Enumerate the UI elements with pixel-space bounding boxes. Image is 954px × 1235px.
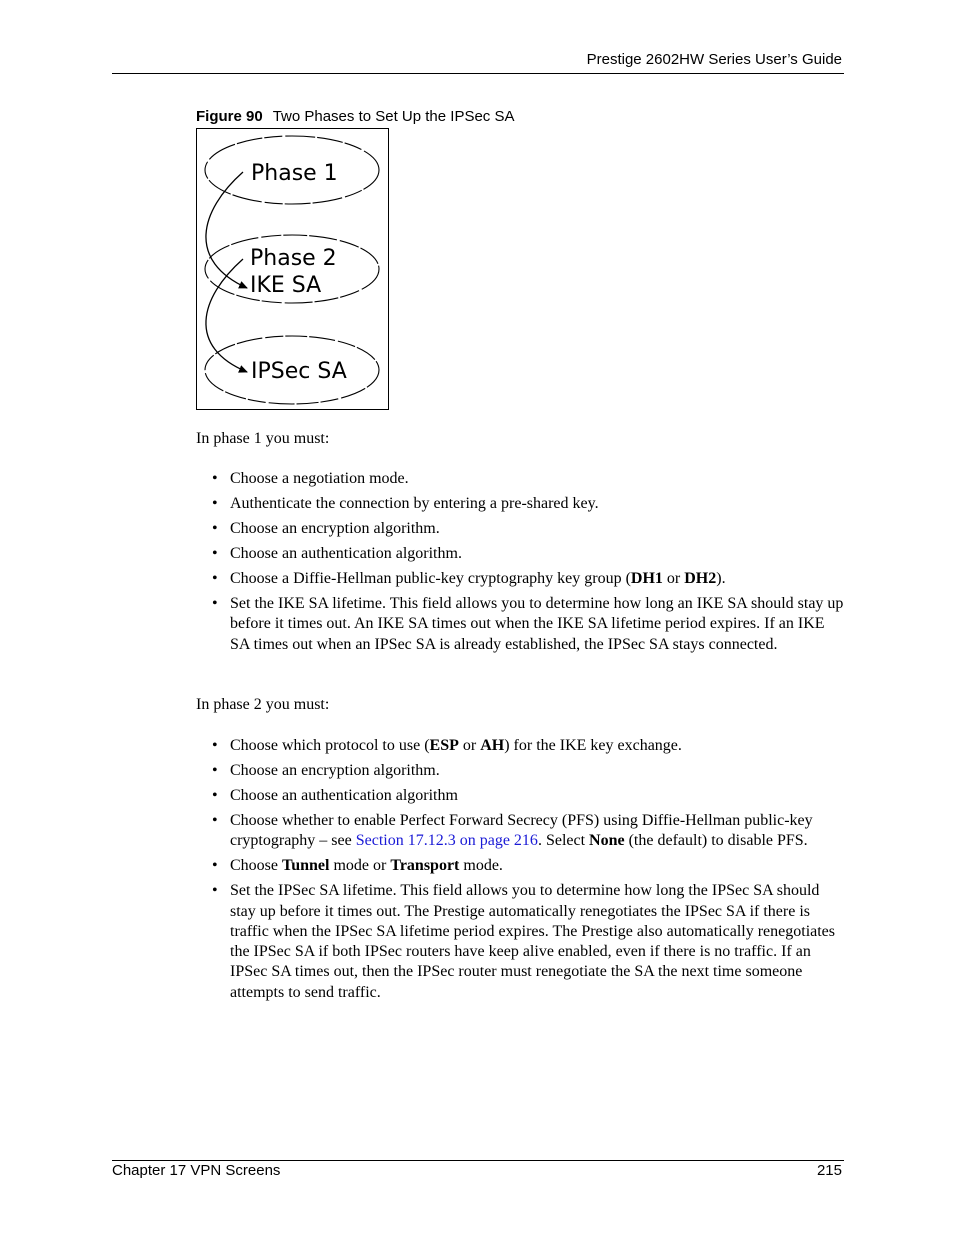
- list-item-text: Choose an encryption algorithm.: [230, 519, 440, 537]
- transport-term: Transport: [390, 857, 460, 875]
- section-cross-reference-link[interactable]: Section 17.12.3 on page 216: [355, 832, 538, 850]
- list-item: • Choose an authentication algorithm.: [212, 544, 462, 562]
- list-item-text: Choose a Diffie-Hellman public-key cryptography key group (: [230, 569, 631, 587]
- list-item: • Choose whether to enable Perfect Forward Secrecy (PFS) using Diffie-Hellman public-key cryptography – see Section 17.12.3 on page 216. Select None (the default) to disable PFS.: [212, 811, 813, 850]
- figure-caption-text: Two Phases to Set Up the IPSec SA: [272, 108, 515, 125]
- list-item-text: Set the IPSec SA lifetime. This field allows you to determine how long the IPSec SA should stay up before it times out. The Prestige automatically renegotiates the IPSec SA if there is traffic when the IPSec SA lifetime period expires. The Prestige also automatically renegotiates the IPSec SA if both IPSec routers have keep alive enabled, even if there is no traffic. If an IPSec SA times out, then the IPSec router must renegotiate the SA the next time someone attempts to send traffic.: [230, 882, 836, 1001]
- header-rule: [112, 73, 844, 74]
- list-item-text: Set the IKE SA lifetime. This field allows you to determine how long an IKE SA should stay up before it times out. An IKE SA times out when the IKE SA lifetime period expires. If an IKE SA times out when an IPSec SA is already established, the IPSec SA stays connected.: [230, 594, 844, 653]
- footer-chapter: Chapter 17 VPN Screens: [112, 1162, 281, 1179]
- list-item-text: or: [662, 569, 685, 587]
- none-term: None: [589, 832, 625, 850]
- running-header-title: Prestige 2602HW Series User’s Guide: [586, 51, 842, 68]
- list-item-text: mode.: [459, 857, 503, 875]
- dh2-term: DH2: [684, 569, 717, 587]
- ike-sa-label: IKE SA: [250, 273, 322, 298]
- ipsec-phases-diagram: [197, 129, 388, 409]
- list-item-text: ) for the IKE key exchange.: [504, 737, 682, 754]
- esp-term: ESP: [429, 737, 459, 754]
- figure-number: Figure 90: [196, 108, 263, 125]
- list-item: • Choose a Diffie-Hellman public-key cryptography key group (DH1 or DH2).: [212, 569, 726, 587]
- phase1-label: Phase 1: [251, 161, 338, 186]
- ah-term: AH: [480, 737, 505, 754]
- list-item: • Authenticate the connection by entering a pre-shared key.: [212, 494, 599, 512]
- phase2-label: Phase 2: [250, 246, 337, 271]
- footer-rule: [112, 1160, 844, 1161]
- ipsec-sa-label: IPSec SA: [251, 359, 347, 384]
- list-item: • Choose an authentication algorithm: [212, 786, 458, 804]
- list-item-text: Choose an encryption algorithm.: [230, 761, 440, 779]
- list-item-text: Choose an authentication algorithm.: [230, 544, 462, 562]
- phase1-list: [196, 469, 846, 660]
- list-item-text: Choose a negotiation mode.: [230, 470, 409, 487]
- list-item: • Choose Tunnel mode or Transport mode.: [212, 857, 503, 875]
- figure-caption: [196, 108, 514, 125]
- phase2-to-ipsec-sa-arrow: [206, 259, 247, 372]
- list-item-text: ).: [716, 569, 726, 587]
- phase2-intro: In phase 2 you must:: [196, 696, 330, 713]
- list-item: • Choose a negotiation mode.: [212, 470, 409, 487]
- list-item: • Set the IKE SA lifetime. This field allows you to determine how long an IKE SA should stay up before it times out. An IKE SA times out when the IKE SA lifetime period expires. If an IKE SA times out when an IPSec SA is already established, the IPSec SA stays connected.: [212, 594, 844, 653]
- list-item: • Set the IPSec SA lifetime. This field allows you to determine how long the IPSec SA should stay up before it times out. The Prestige automatically renegotiates the IPSec SA if there is traffic when the IPSec SA lifetime period expires. The Prestige also automatically renegotiates the IPSec SA if both IPSec routers have keep alive enabled, even if there is no traffic. If an IPSec SA times out, then the IPSec router must renegotiate the SA the next time someone attempts to send traffic.: [212, 882, 836, 1001]
- list-item: • Choose which protocol to use (ESP or AH) for the IKE key exchange.: [212, 737, 682, 754]
- page-number: 215: [816, 1162, 842, 1179]
- list-item: • Choose an encryption algorithm.: [212, 761, 440, 779]
- list-item-text: Choose which protocol to use (: [230, 737, 430, 754]
- ipsec-phases-figure: [196, 128, 389, 410]
- list-item: • Choose an encryption algorithm.: [212, 519, 440, 537]
- list-item-text: Choose: [230, 857, 282, 875]
- list-item-text: (the default) to disable PFS.: [624, 832, 808, 850]
- list-item-text: mode or: [329, 857, 391, 875]
- list-item-text: Choose whether to enable Perfect Forward Secrecy (PFS) using Diffie-Hellman public-key cryptography – see: [230, 811, 813, 850]
- list-item-text: or: [458, 737, 481, 754]
- phase2-list: [196, 736, 846, 1008]
- list-item-text: Choose an authentication algorithm: [230, 786, 458, 804]
- dh1-term: DH1: [630, 569, 663, 587]
- phase1-to-ike-sa-arrow: [206, 172, 247, 288]
- phase1-intro: In phase 1 you must:: [196, 430, 330, 447]
- tunnel-term: Tunnel: [282, 857, 330, 875]
- list-item-text: Authenticate the connection by entering a pre-shared key.: [230, 494, 599, 512]
- list-item-text: . Select: [537, 832, 590, 850]
